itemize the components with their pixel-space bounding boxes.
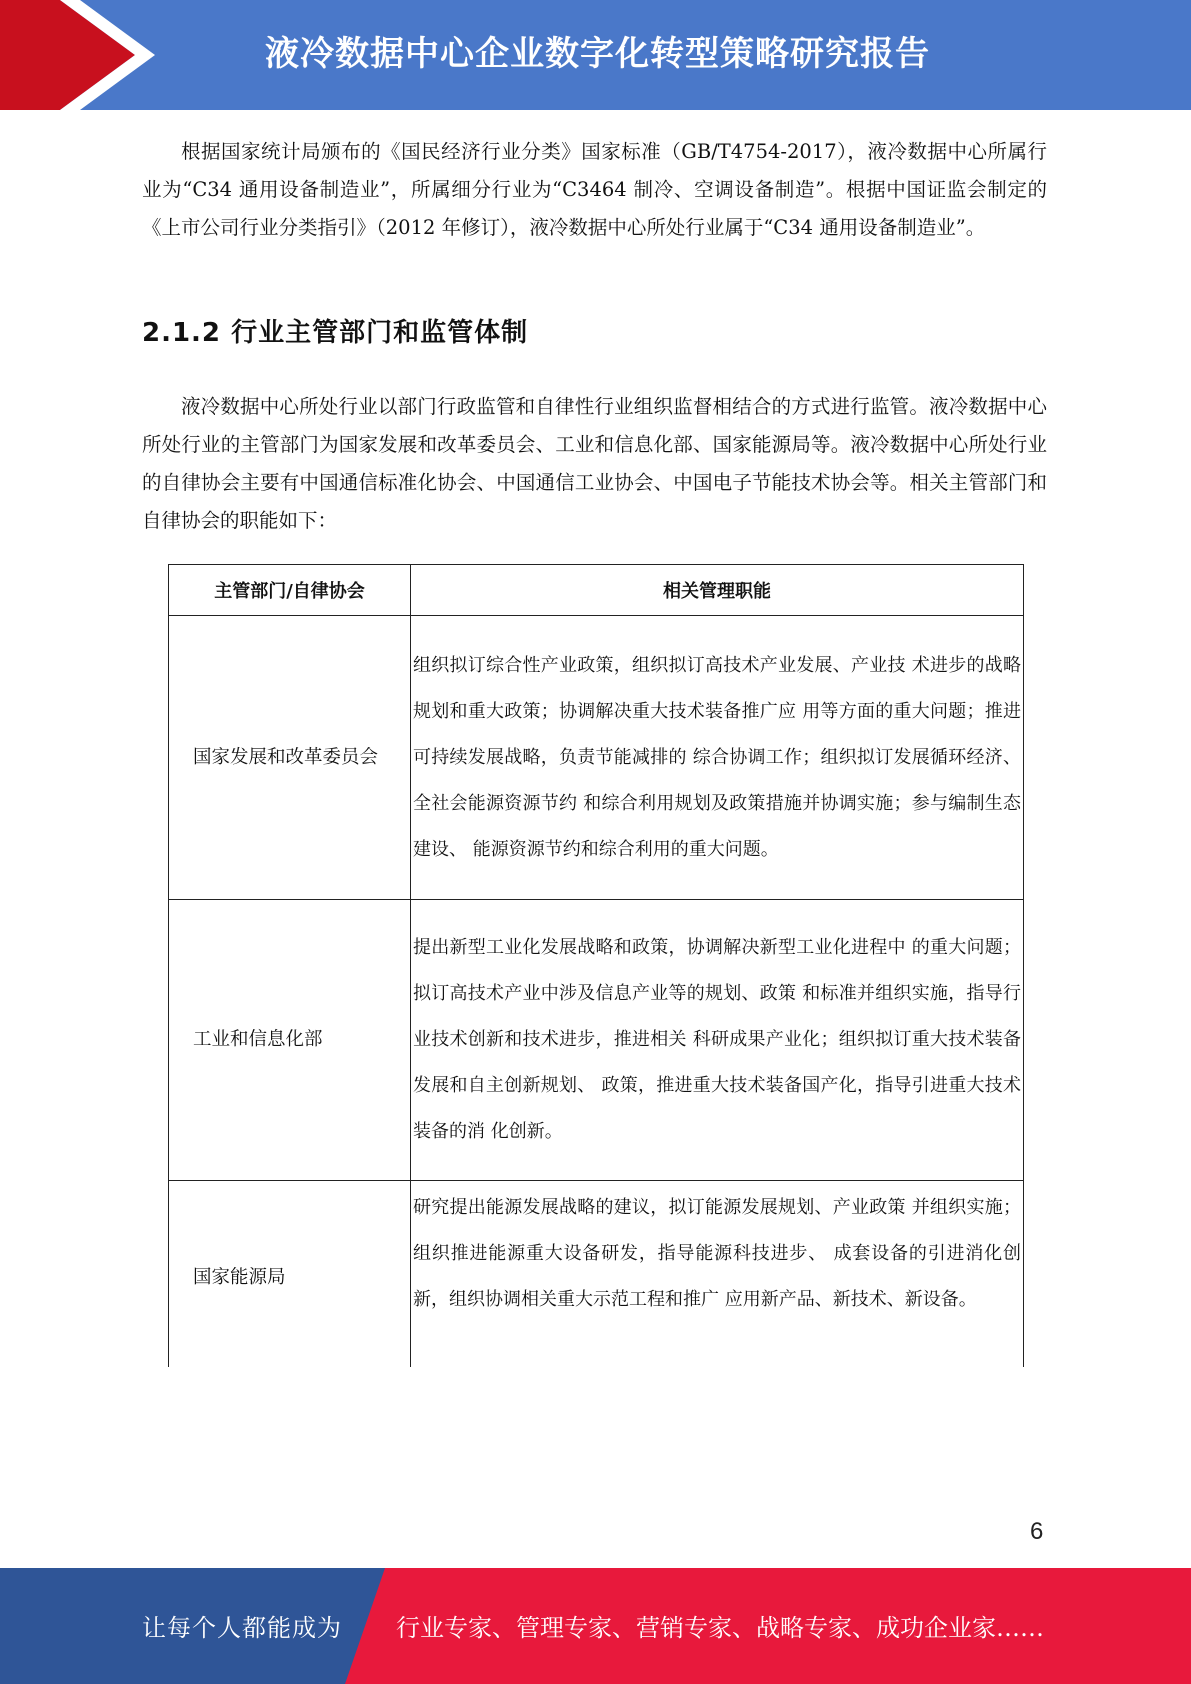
table-row	[169, 900, 1024, 1181]
report-title: 液冷数据中心企业数字化转型策略研究报告	[265, 34, 930, 74]
header-banner	[0, 0, 1191, 110]
table-row	[169, 616, 1024, 900]
header-function: 相关管理职能	[411, 565, 1024, 616]
paragraph-industry-classification: 根据国家统计局颁布的《国民经济行业分类》国家标准（GB/T4754-2017），液冷数据中心所属行业为“C34 通用设备制造业”，所属细分行业为“C3464 制冷、空调设备制造”。根据中国证监会制定的《上市公司行业分类指引》（2012 年修订），液冷数据中心所处行业属于“C34 通用设备制造业”。	[142, 140, 1047, 239]
dept-cell: 国家发展和改革委员会	[169, 616, 411, 900]
function-cell: 提出新型工业化发展战略和政策，协调解决新型工业化进程中 的重大问题；拟订高技术产业中涉及信息产业等的规划、政策 和标准并组织实施，指导行业技术创新和技术进步，推进相关 科研成果产业化；组织拟订重大技术装备发展和自主创新规划、 政策，推进重大技术装备国产化，指导引进重大技术装备的消 化创新。	[411, 900, 1024, 1181]
footer-slogan-left: 让每个人都能成为	[142, 1614, 342, 1642]
regulators-table	[168, 564, 1024, 1367]
function-cell: 研究提出能源发展战略的建议，拟订能源发展规划、产业政策 并组织实施；组织推进能源重大设备研发，指导能源科技进步、 成套设备的引进消化创新，组织协调相关重大示范工程和推广 应用新产品、新技术、新设备。	[411, 1181, 1024, 1368]
page-number: 6	[1030, 1518, 1044, 1545]
dept-cell: 工业和信息化部	[169, 900, 411, 1181]
section-heading: 2.1.2 行业主管部门和监管体制	[142, 318, 529, 348]
dept-cell: 国家能源局	[169, 1181, 411, 1368]
paragraph-regulation: 液冷数据中心所处行业以部门行政监管和自律性行业组织监督相结合的方式进行监管。液冷数据中心所处行业的主管部门为国家发展和改革委员会、工业和信息化部、国家能源局等。液冷数据中心所处行业的自律协会主要有中国通信标准化协会、中国通信工业协会、中国电子节能技术协会等。相关主管部门和自律协会的职能如下：	[142, 395, 1047, 532]
header-dept: 主管部门/自律协会	[169, 565, 411, 616]
footer-band	[0, 1568, 1191, 1684]
function-cell: 组织拟订综合性产业政策，组织拟订高技术产业发展、产业技 术进步的战略规划和重大政策；协调解决重大技术装备推广应 用等方面的重大问题；推进可持续发展战略，负责节能减排的 综合协调工作；组织拟订发展循环经济、全社会能源资源节约 和综合利用规划及政策措施并协调实施；参与编制生态建设、 能源资源节约和综合利用的重大问题。	[411, 616, 1024, 900]
footer-slogan-right: 行业专家、管理专家、营销专家、战略专家、成功企业家……	[396, 1614, 1044, 1642]
table-row	[169, 1181, 1024, 1368]
regulators-table-container	[168, 564, 1024, 1367]
table-header-row	[169, 565, 1024, 616]
